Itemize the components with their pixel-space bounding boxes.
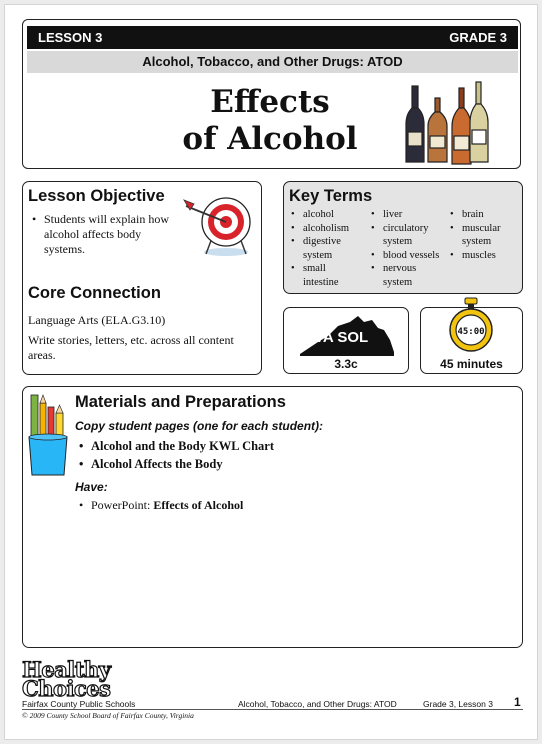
footer-copyright: © 2009 County School Board of Fairfax County, Virginia xyxy=(22,711,194,720)
have-prefix: PowerPoint: xyxy=(91,498,154,512)
stopwatch-icon xyxy=(447,296,495,356)
bottles-illustration xyxy=(404,80,496,166)
key-term: • circulatory system xyxy=(369,222,441,249)
sol-badge-text: VA SOL xyxy=(314,329,369,346)
key-term: • muscular system xyxy=(448,222,514,249)
key-term: • alcoholism xyxy=(289,222,359,236)
target-icon xyxy=(182,188,254,258)
key-term: • blood vessels xyxy=(369,249,441,263)
key-terms-column-1 xyxy=(289,208,359,289)
grade-label: GRADE 3 xyxy=(449,30,507,45)
key-term: • muscles xyxy=(448,249,514,263)
objective-heading: Lesson Objective xyxy=(28,187,165,205)
have-list xyxy=(77,497,243,513)
page-title xyxy=(150,84,390,158)
key-terms-heading: Key Terms xyxy=(289,187,373,205)
copy-item: • Alcohol Affects the Body xyxy=(77,455,274,473)
objective-item: • Students will explain how alcohol affects body systems. xyxy=(30,212,180,257)
clock-text: 45:00 xyxy=(457,327,485,337)
logo-line-2: Choices xyxy=(22,676,111,701)
objective-list xyxy=(30,212,180,257)
core-connection-standard: Language Arts (ELA.G3.10) xyxy=(28,313,166,327)
lesson-bar xyxy=(27,26,518,49)
key-terms-column-2 xyxy=(369,208,441,289)
copy-list xyxy=(77,437,274,473)
duration-label: 45 minutes xyxy=(440,357,503,371)
title-line-1: Effects xyxy=(210,84,330,120)
have-item-title: Effects of Alcohol xyxy=(153,498,244,512)
unit-title: Alcohol, Tobacco, and Other Drugs: ATOD xyxy=(27,51,518,73)
have-label: Have: xyxy=(75,480,108,494)
copy-label: Copy student pages (one for each student): xyxy=(75,419,324,433)
footer-lesson-ref: Grade 3, Lesson 3 xyxy=(423,699,493,709)
healthy-choices-logo xyxy=(22,657,111,701)
key-terms-column-3 xyxy=(448,208,514,262)
lesson-label: LESSON 3 xyxy=(38,30,103,45)
core-connection-heading: Core Connection xyxy=(28,284,161,302)
key-term: • liver xyxy=(369,208,441,222)
core-connection-description: Write stories, letters, etc. across all content areas. xyxy=(28,333,234,362)
page-number: 1 xyxy=(514,695,521,709)
copy-item: • Alcohol and the Body KWL Chart xyxy=(77,437,274,455)
key-term: • digestive system xyxy=(289,235,359,262)
have-item xyxy=(77,497,243,513)
footer-rule xyxy=(22,709,523,710)
sol-code: 3.3c xyxy=(334,357,358,371)
materials-heading: Materials and Preparations xyxy=(75,393,286,411)
logo-line-1: Healthy xyxy=(22,657,111,682)
key-term: • alcohol xyxy=(289,208,359,222)
key-term: • nervous system xyxy=(369,262,441,289)
key-term: • brain xyxy=(448,208,514,222)
key-term: • small intestine xyxy=(289,262,359,289)
pencil-cup-icon xyxy=(27,393,69,477)
virginia-map-icon xyxy=(298,312,396,358)
footer-org: Fairfax County Public Schools xyxy=(22,699,136,709)
footer-unit: Alcohol, Tobacco, and Other Drugs: ATOD xyxy=(238,699,397,709)
title-line-2: of Alcohol xyxy=(182,121,358,157)
